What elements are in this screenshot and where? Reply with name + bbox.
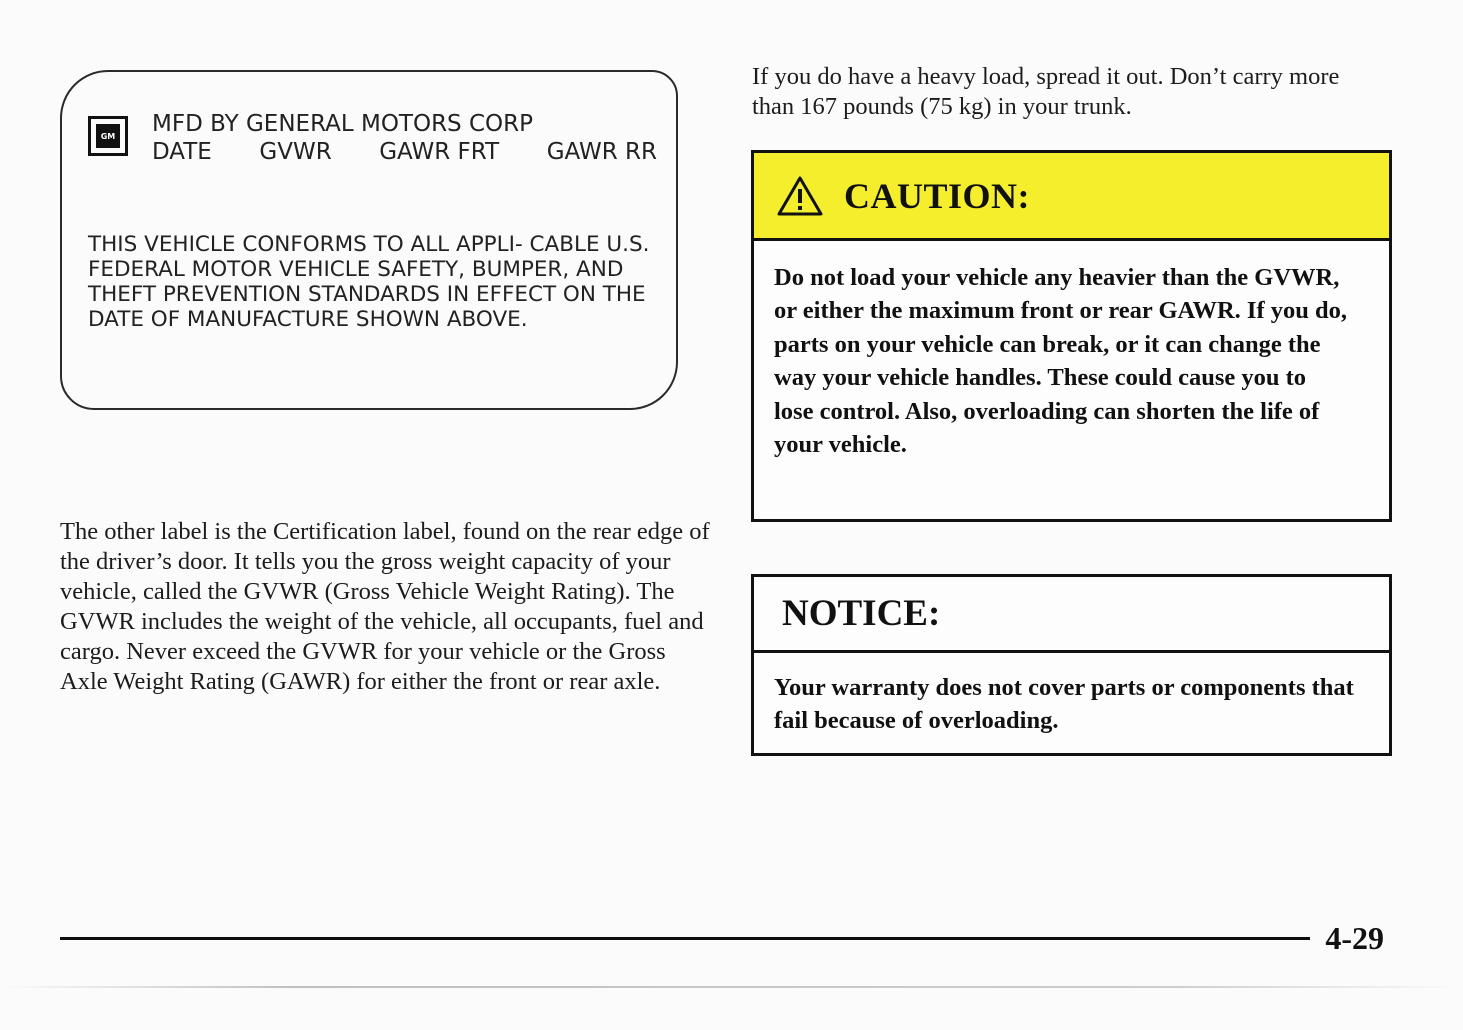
caution-box xyxy=(751,150,1392,522)
caution-text: Do not load your vehicle any heavier than the GVWR, or either the maximum front or rear GAWR. If you do, parts on your vehicle can break, or it can change the way your vehicle handles. These could cause you to lose control. Also, overloading can shorten the life of your vehicle. xyxy=(774,264,1347,459)
manufacturer-line: MFD BY GENERAL MOTORS CORP xyxy=(152,111,533,137)
notice-header xyxy=(754,577,1389,653)
rating-field-gawr-front: GAWR FRT xyxy=(379,139,500,165)
gm-logo-text: GM xyxy=(96,124,120,148)
certification-label-paragraph: The other label is the Certification label, found on the rear edge of the driver’s door. It tells you the gross weight capacity of your vehicle, called the GVWR (Gross Vehicle Weight Rating). The GVWR includes the weight of the vehicle, all occupants, fuel and cargo. Never exceed the GVWR for your vehicle or the Gross Axle Weight Rating (GAWR) for either the front or rear axle. xyxy=(60,518,710,695)
rating-field-date: DATE xyxy=(152,139,212,165)
scan-edge-divider xyxy=(0,986,1463,988)
notice-title: NOTICE: xyxy=(782,593,941,634)
warning-triangle-icon xyxy=(776,175,824,217)
notice-box xyxy=(751,574,1392,756)
footer-rule xyxy=(60,937,1310,940)
gm-logo xyxy=(88,116,128,156)
certification-label-illustration xyxy=(60,70,678,410)
notice-text: Your warranty does not cover parts or components that fail because of overloading. xyxy=(774,674,1354,734)
conformance-statement: THIS VEHICLE CONFORMS TO ALL APPLI- CABLE U.S. FEDERAL MOTOR VEHICLE SAFETY, BUMPER, AND THEFT PREVENTION STANDARDS IN EFFECT ON THE DATE OF MANUFACTURE SHOWN ABOVE. xyxy=(88,232,650,332)
heavy-load-paragraph: If you do have a heavy load, spread it out. Don’t carry more than 167 pounds (75 kg) in your trunk. xyxy=(752,63,1340,120)
rating-field-gvwr: GVWR xyxy=(259,139,332,165)
caution-header xyxy=(754,153,1389,241)
caution-title: CAUTION: xyxy=(844,175,1031,216)
rating-field-gawr-rear: GAWR RR xyxy=(546,139,657,165)
page-number: 4-29 xyxy=(1325,920,1384,956)
rating-fields xyxy=(152,138,657,166)
